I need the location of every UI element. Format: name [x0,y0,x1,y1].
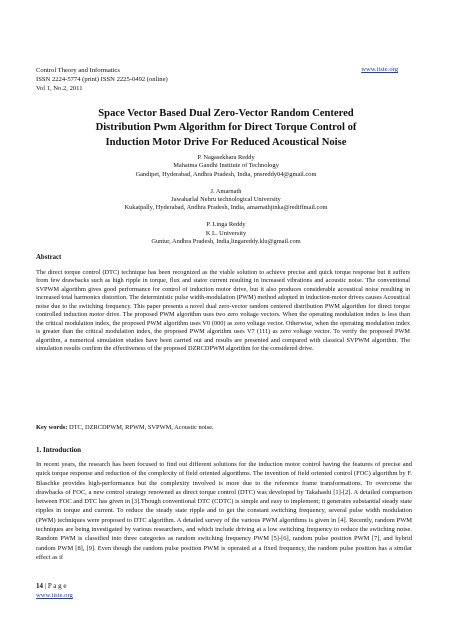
journal-website-link[interactable]: www.iiste.org [361,66,398,73]
paper-title [40,107,412,150]
keywords-text: DTC, DZRCDPWM, RPWM, SVPWM, Acoustic noise. [69,424,214,431]
journal-name: Control Theory and Informatics [36,67,120,74]
footer-website-link[interactable]: www.iiste.org [36,592,73,599]
page-number: 14 [36,582,43,590]
author-name: P. Nagasekhara Reddy [197,154,255,161]
author-block [40,154,412,179]
author-address: Kukatpally, Hyderabad, Andhra Pradesh, India, amarnathjinka@rediffmail.com [124,204,328,212]
page-footer [36,582,67,590]
author-affiliation: Mahatma Gandhi Institute of Technology [173,162,279,170]
author-affiliation: K L. University [205,229,247,237]
journal-header [36,66,168,94]
author-affiliation: Jawaharlal Nehru technological University [171,196,281,204]
introduction-text: In recent years, the research has been focused to find out different solutions for the induction motor control having the features of precise and quick torque response and reduction of the complexity of field oriented algorithms. The invention of field oriented control (FOC) algorithm by F. Blaschke provides high-performance but the complexity involved is more due to the reference frame transformations. To overcome the drawbacks of FOC, a new control strategy renowned as direct torque control (DTC) was developed by Takahashi [1]-[2]. A detailed comparison between FOC and DTC has given in [3].Though conventional DTC (CDTC) is simple and easy to implement; it generates substantial steady state ripples in torque and current. To reduce the steady state ripple and to get the constant switching frequency, several pulse width modulation (PWM) techniques were proposed to DTC algorithm. A detailed survey of the various PWM algorithms is given in [4]. Recently, random PWM techniques are being investigated by various researchers, and which include driving at a low switching frequency to reduce the switching noise. Random PWM is classified into three categories as random switching frequency PWM [5]-[6], random pulse position PWM [7], and hybrid random PWM [8], [9]. Even though the random pulse position PWM is operated at a fixed frequency, the random pulse position has a similar effect as if [36,461,412,561]
keywords [36,424,410,431]
author-list [40,154,412,255]
author-name: J. Amarnath [210,187,242,195]
title-line: Space Vector Based Dual Zero-Vector Random Centered [98,108,354,119]
abstract-text: The direct torque control (DTC) technique has been recognized as the viable solution to achieve precise and quick torque response but it suffers from few drawbacks such as high ripple in torque, flux and stator current resulting in increased vibrations and acoustic noise. The conventional SVPWM algorithm gives good performance for control of induction motor drive, but it also produces considerable acoustical noise resulting in increased total harmonics distortion. The deterministic pulse width-modulation (PWM) method adopted in induction-motor drives causes Acoustical noise due to the switching frequency. This paper presents a novel dual zero-vector random centered distribution PWM algorithm for direct torque controlled induction motor drive. The proposed PWM algorithm uses two zero voltage vectors. When the operating modulation index is less than the critical modulation index, the proposed PWM algorithm uses V0 (000) as zero voltage vector. Otherwise, when the operating modulation index is greater than the critical modulation index, the proposed PWM algorithm uses V7 (111) as zero voltage vector. To verify the proposed PWM algorithm, a numerical simulation studies have been carried out and results are presented and compared with classical SVPWM algorithm. The simulation results confirm the effectiveness of the proposed DZRCDPWM algorithm for the considered drive. [36,269,410,353]
author-address: Gandipet, Hyderabad, Andhra Pradesh, India, pnsreddy04@gmail.com [135,170,317,178]
journal-issn: ISSN 2224-5774 (print) ISSN 2225-0492 (online) [36,76,168,84]
title-line: Induction Motor Drive For Reduced Acoustical Noise [105,136,347,148]
abstract-heading: Abstract [36,254,62,261]
author-block [40,221,412,246]
keywords-label: Key words: [36,424,68,431]
author-block [40,188,412,213]
author-name: P. Linga Reddy [206,221,246,229]
journal-volume: Vol 1, No.2, 2011 [36,85,83,93]
page-label: | P a g e [44,582,67,590]
introduction-heading: 1. Introduction [36,446,81,454]
author-address: Guntur, Andhra Pradesh, India,lingareddy.klu@gmail.com [151,238,301,246]
title-line: Distribution Pwm Algorithm for Direct Torque Control of [95,122,357,134]
